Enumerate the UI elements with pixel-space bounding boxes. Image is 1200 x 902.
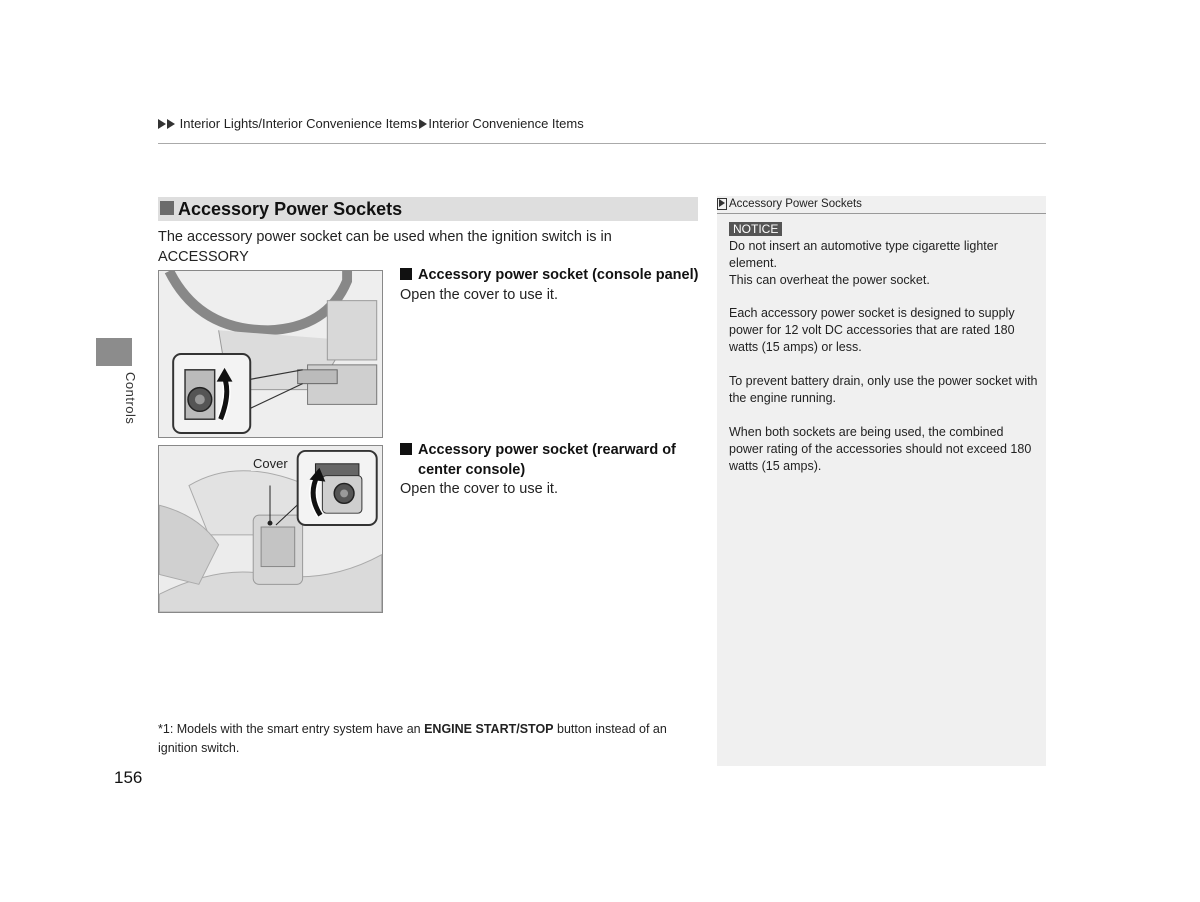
- rear-socket-text: Open the cover to use it.: [400, 481, 558, 497]
- footnote-button-name: ENGINE START/STOP: [424, 722, 554, 736]
- notice-line2: This can overheat the power socket.: [729, 273, 930, 287]
- footnote-suffix: button instead of an ignition switch.: [158, 722, 667, 755]
- sidebar-header: [717, 196, 1046, 214]
- rear-socket-heading-line2: center console): [418, 462, 526, 478]
- bullet-square-icon: [400, 268, 412, 280]
- breadcrumb-arrow-icon: [419, 119, 427, 129]
- breadcrumb-arrow-icon: [158, 119, 166, 129]
- header-divider: [158, 143, 1046, 144]
- sidebar-title[interactable]: Accessory Power Sockets: [729, 198, 862, 210]
- sidebar-ref-icon: [717, 198, 727, 210]
- console-socket-text: Open the cover to use it.: [400, 287, 558, 303]
- rear-socket-illustration: [158, 445, 383, 613]
- footnote-prefix: *1: Models with the smart entry system have an: [158, 722, 425, 736]
- console-socket-illustration: [158, 270, 383, 438]
- notice-badge: NOTICE: [729, 222, 782, 236]
- section-square-icon: [160, 201, 174, 215]
- page-number: 156: [114, 768, 143, 787]
- sidebar-paragraph-battery: To prevent battery drain, only use the power socket with the engine running.: [729, 374, 1038, 405]
- rear-socket-heading: [400, 440, 705, 480]
- bullet-square-icon: [400, 443, 412, 455]
- sidebar-paragraph-rating: Each accessory power socket is designed to supply power for 12 volt DC accessories that are rated 180 watts (15 amps) or less.: [729, 306, 1015, 354]
- console-socket-heading-text: Accessory power socket (console panel): [418, 267, 699, 283]
- console-socket-drawing: [159, 271, 382, 437]
- breadcrumb-item[interactable]: Interior Convenience Items: [428, 116, 584, 131]
- section-title-bar: [158, 197, 698, 221]
- notice-line1: Do not insert an automotive type cigarette lighter element.: [729, 239, 998, 270]
- rear-socket-heading-line1: Accessory power socket (rearward of: [418, 442, 676, 458]
- section-title: Accessory Power Sockets: [178, 199, 403, 219]
- cover-callout-label: Cover: [253, 456, 288, 471]
- chapter-tab-marker: [96, 338, 132, 366]
- intro-text: The accessory power socket can be used when the ignition switch is in ACCESSORY: [158, 229, 612, 265]
- console-socket-heading: [400, 265, 705, 285]
- breadcrumb-item[interactable]: Interior Lights/Interior Convenience Items: [179, 116, 418, 131]
- chapter-tab-label[interactable]: Controls: [123, 372, 138, 425]
- sidebar-paragraph-combined: When both sockets are being used, the combined power rating of the accessories should not exceed 180 watts (15 amps).: [729, 425, 1032, 473]
- breadcrumb: [158, 116, 584, 131]
- footnote: [158, 720, 703, 758]
- sidebar-notice-text: [729, 238, 1039, 289]
- breadcrumb-arrow-icon: [167, 119, 175, 129]
